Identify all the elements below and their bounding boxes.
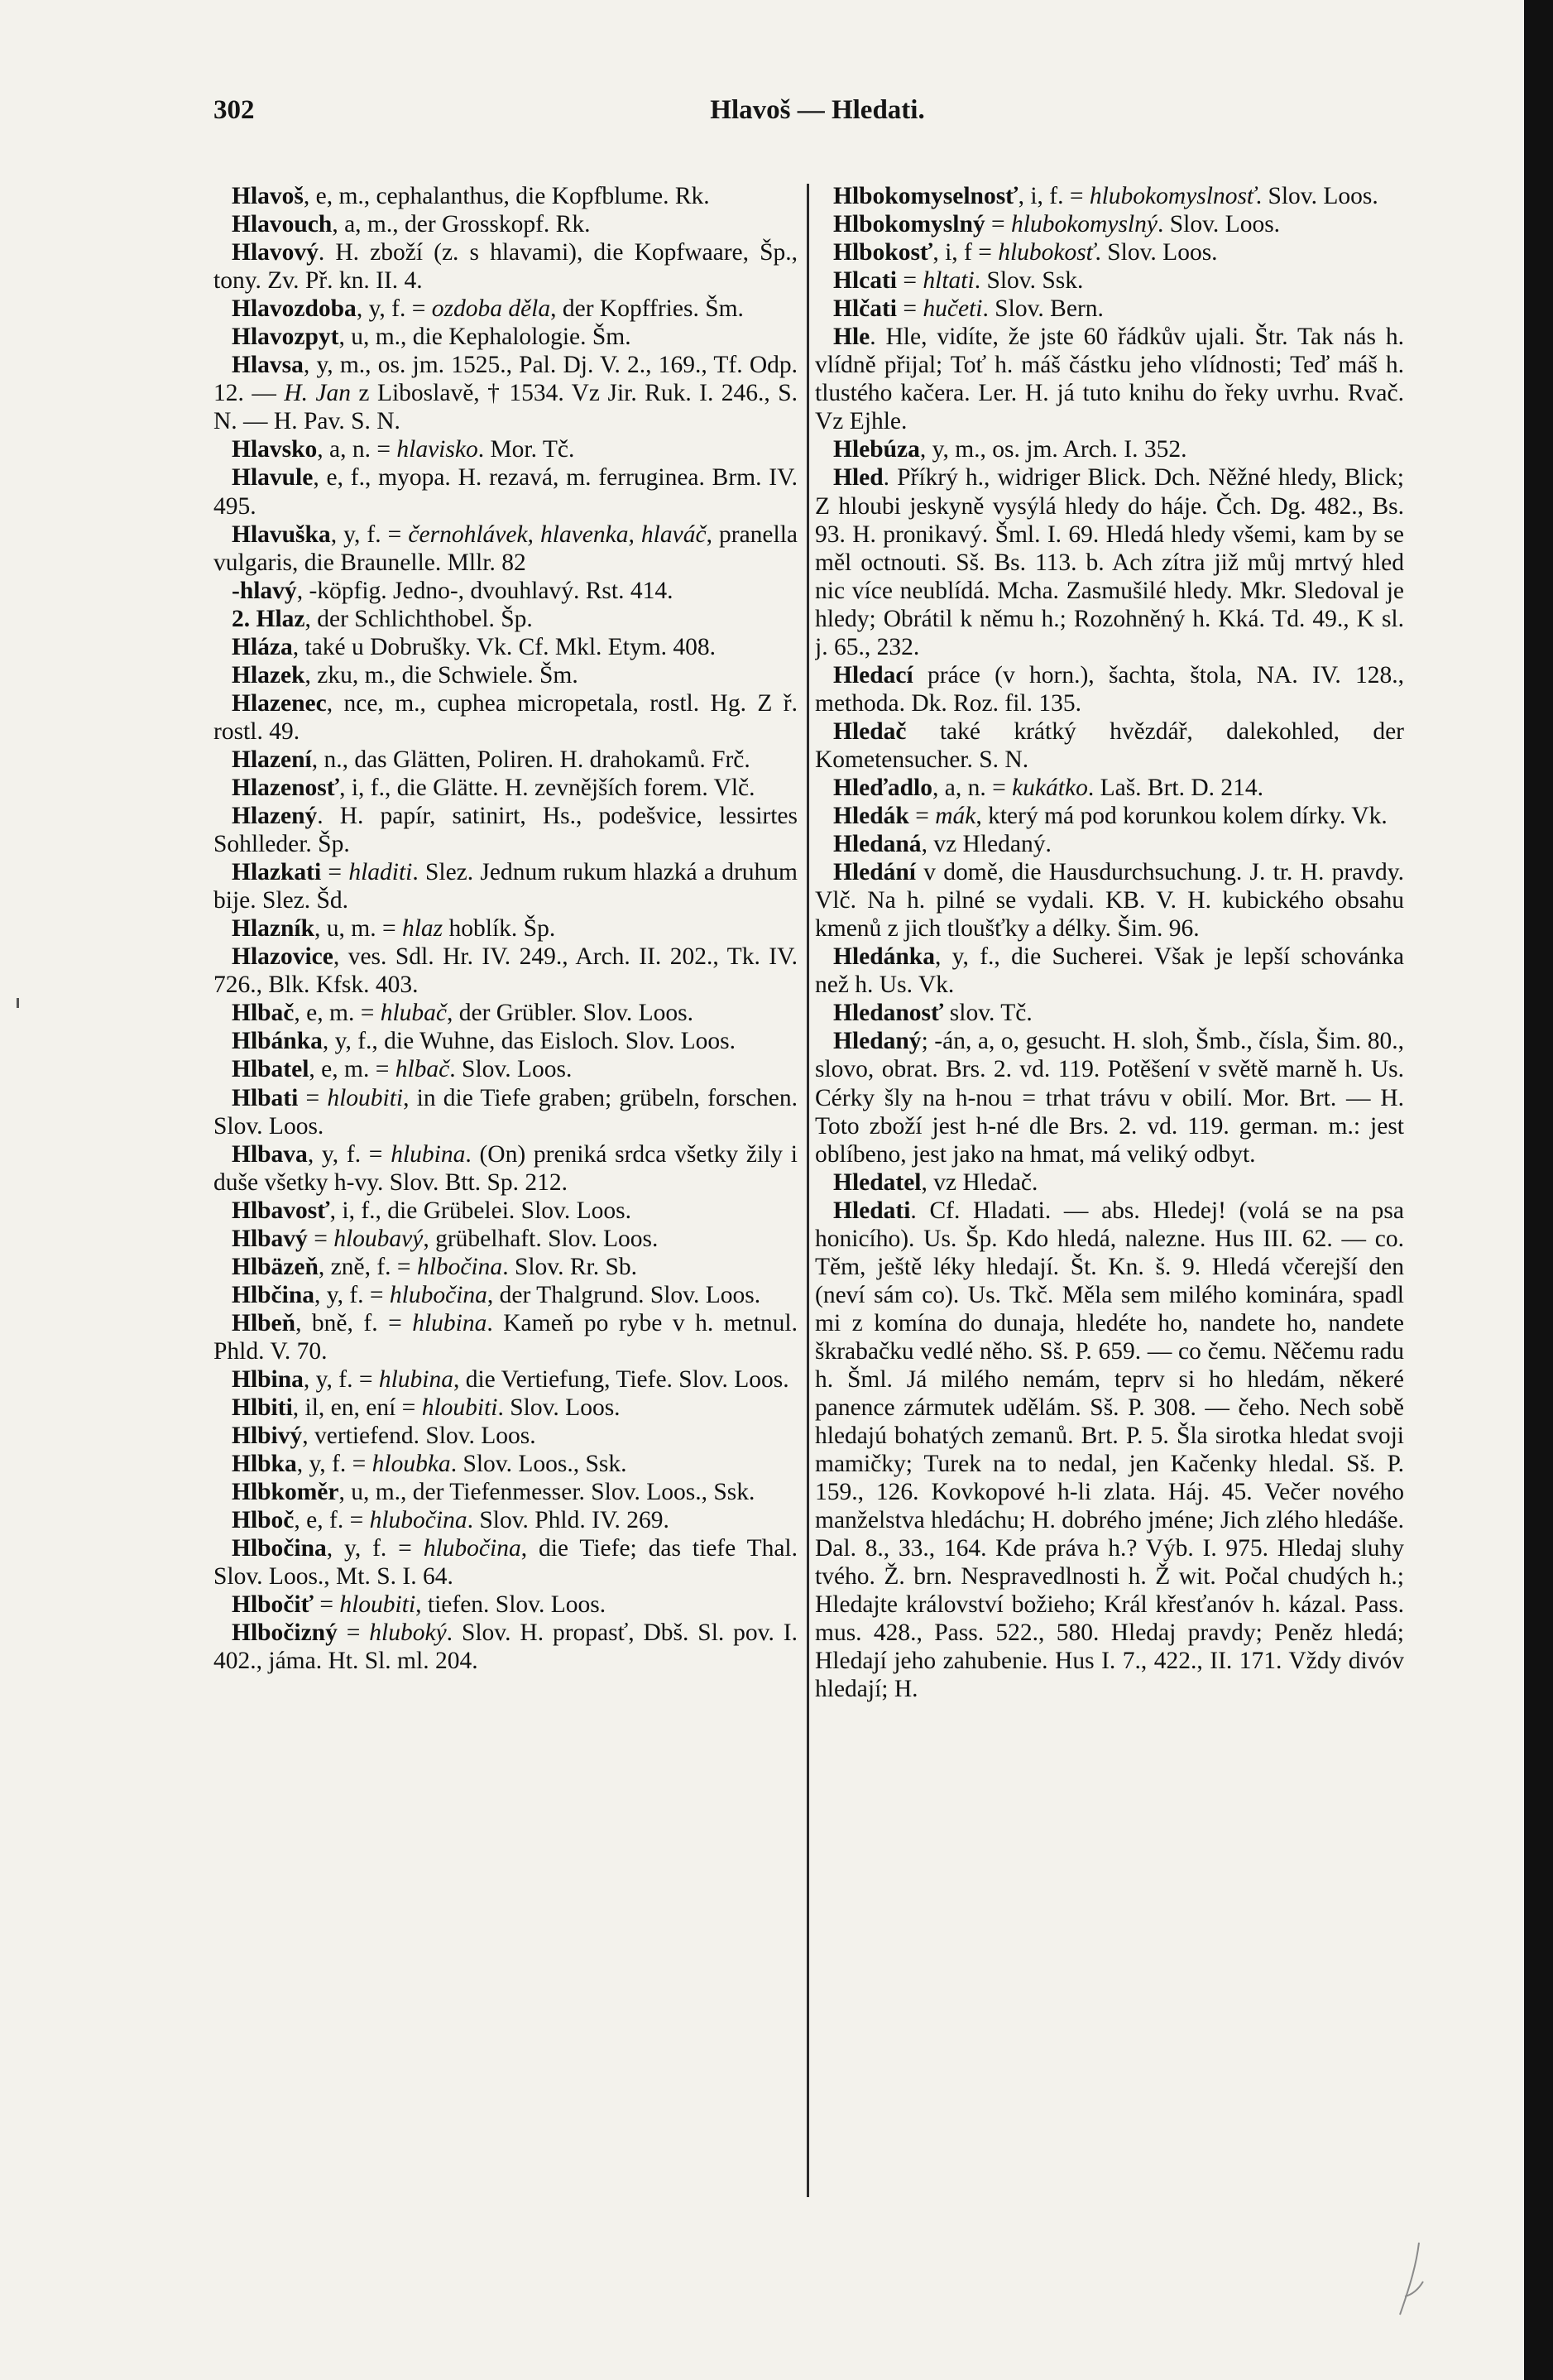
dictionary-entry: [213, 914, 798, 943]
entry-text: =: [337, 1619, 370, 1647]
entry-text: , a, n. =: [932, 774, 1013, 801]
entry-text: . Slov. Rr. Sb.: [502, 1253, 638, 1280]
scan-edge: [1524, 0, 1553, 2380]
headword: Hlbka: [232, 1451, 297, 1478]
headword: Hlbočina: [232, 1535, 327, 1562]
page-number: 302: [213, 95, 255, 125]
entry-text: , i, f =: [932, 239, 999, 266]
column-divider: [807, 184, 809, 2197]
entry-text: , u, m., die Kephalologie. Šm.: [338, 324, 631, 351]
entry-text: , y, f. =: [356, 295, 432, 323]
dictionary-entry: [213, 802, 798, 858]
headword: Hledací: [833, 661, 913, 689]
headword: Hlbokomyslný: [833, 211, 985, 238]
dictionary-entry: [213, 1534, 798, 1591]
entry-text: . Mor. Tč.: [477, 436, 575, 463]
entry-text: , u, m., der Tiefenmesser. Slov. Loos., Ssk.: [338, 1479, 755, 1506]
entry-text: , in die Tiefe graben; grübeln, forschen. Slov. Loos.: [213, 1084, 798, 1140]
italic-term: hlaz: [401, 915, 443, 943]
entry-text: . Slov. Ssk.: [974, 267, 1084, 295]
headword: Hlbina: [232, 1365, 304, 1393]
entry-text: , vertiefend. Slov. Loos.: [302, 1423, 536, 1450]
dictionary-entry: [213, 521, 798, 577]
dictionary-entry: [213, 435, 798, 463]
entry-text: . Slov. Loos., Ssk.: [450, 1451, 627, 1478]
entry-text: . Příkrý h., widriger Blick. Dch. Něžné hledy, Blick; Z hloubi jeskyně vysýlá hledy do háje. Čch. Dg. 482., Bs. 93. H. pronikavý. Šml. I. 69. Hledá hledy všemi, kam by se měl octnouti. Sš. Bs. 113. b. Ach zítra již můj mrtvý hled nic více neublídá. Mcha. Zasmušilé hledy. Mkr. Sledoval je hledy; Obrátil k němu h.; Rozohněný h. Kká. Td. 49., K sl. j. 65., 232.: [815, 464, 1404, 660]
entry-text: také krátký hvězdář, dalekohled, der Kometensucher. S. N.: [815, 717, 1404, 773]
dictionary-entry: [213, 746, 798, 774]
entry-text: , grübelhaft. Slov. Loos.: [423, 1225, 659, 1252]
entry-text: , u, m. =: [314, 915, 402, 943]
entry-text: , e, m., cephalanthus, die Kopfblume. Rk.: [303, 183, 710, 209]
italic-term: hltati: [923, 267, 975, 295]
headword: Hlavouch: [232, 211, 333, 238]
headword: Hledatel: [833, 1168, 922, 1196]
headword: Hlbokosť: [833, 239, 933, 266]
entry-text: , i, f., die Glätte. H. zevnějších forem. Vlč.: [339, 774, 755, 801]
italic-term: hlubočina: [423, 1535, 521, 1562]
entry-text: =: [897, 267, 923, 295]
dictionary-entry: [815, 802, 1404, 830]
entry-text: , il, en, ení =: [292, 1394, 422, 1422]
entry-text: . (On) preniká srdca všetky žily i duše všetky h-vy. Slov. Btt. Sp. 212.: [213, 1140, 798, 1196]
dictionary-entry: [815, 661, 1404, 717]
italic-term: hlbač: [395, 1056, 450, 1083]
dictionary-entry: [815, 323, 1404, 435]
headword: Hlbeň: [232, 1309, 296, 1336]
headword: Hlbač: [232, 1000, 295, 1027]
headword: Hlbava: [232, 1140, 308, 1168]
headword: Hledánka: [833, 943, 935, 971]
dictionary-entry: [213, 1140, 798, 1197]
italic-term: hlubokosť: [998, 239, 1095, 266]
dictionary-entry: [213, 1365, 798, 1394]
italic-term: hlubokomyslný: [1011, 211, 1158, 238]
dictionary-entry: [213, 1197, 798, 1225]
entry-text: =: [985, 211, 1012, 238]
headword: Hlazenosť: [232, 774, 340, 801]
dictionary-entry: [213, 577, 798, 605]
italic-term: mák: [935, 803, 976, 830]
pencil-mark: [1382, 2238, 1440, 2321]
entry-text: . Slov. Loos.: [1157, 211, 1281, 238]
entry-text: , der Thalgrund. Slov. Loos.: [487, 1281, 761, 1308]
italic-term: ozdoba děla: [431, 295, 551, 323]
dictionary-entry: [213, 999, 798, 1027]
entry-text: , e, m. =: [294, 1000, 381, 1027]
dictionary-entry: [213, 774, 798, 802]
entry-text: =: [313, 1591, 340, 1619]
italic-term: hlubina: [391, 1140, 466, 1168]
italic-term: hluboký: [369, 1619, 447, 1647]
headword: Hlavoš: [232, 183, 304, 209]
entry-text: , e, f. =: [294, 1507, 370, 1534]
headword: Hlbati: [232, 1084, 299, 1111]
entry-text: . Slov. Phld. IV. 269.: [467, 1507, 669, 1534]
dictionary-entry: [213, 1084, 798, 1140]
dictionary-entry: [815, 463, 1404, 660]
dictionary-entry: [213, 1055, 798, 1083]
entry-text: , bně, f. =: [295, 1309, 413, 1336]
italic-term: hloubka: [371, 1451, 451, 1478]
dictionary-entry: [213, 1027, 798, 1055]
entry-text: . Slov. Bern.: [982, 295, 1104, 323]
dictionary-entry: [815, 1027, 1404, 1168]
entry-text: , i, f., die Grübelei. Slov. Loos.: [329, 1197, 631, 1224]
dictionary-entry: [213, 1225, 798, 1253]
entry-text: , a, n. =: [317, 436, 397, 463]
dictionary-entry: [213, 689, 798, 746]
entry-text: , y, f. =: [330, 521, 409, 548]
entry-text: , a, m., der Grosskopf. Rk.: [332, 211, 591, 238]
headword: Hleďadlo: [833, 774, 932, 801]
headword: Hledač: [833, 717, 907, 745]
entry-text: z Liboslavě, † 1534. Vz Jir. Ruk. I. 246., S. N. — H. Pav. S. N.: [213, 380, 798, 435]
dictionary-entry: [815, 295, 1404, 323]
headword: Hle: [833, 324, 870, 351]
headword: Hledaný: [833, 1028, 922, 1055]
headword: Hlavozpyt: [232, 324, 339, 351]
entry-text: , zku, m., die Schwiele. Šm.: [304, 661, 578, 689]
dictionary-entry: [815, 858, 1404, 943]
entry-text: . Slov. Loos.: [497, 1394, 621, 1422]
dictionary-entry: [815, 1168, 1404, 1197]
headword: -hlavý: [232, 577, 297, 604]
headword: Hlazenec: [232, 689, 327, 717]
headword: Hlazkati: [232, 859, 322, 886]
dictionary-entry: [213, 1281, 798, 1309]
entry-text: ; -án, a, o, gesucht. H. sloh, Šmb., čísla, Šim. 80., slovo, obrat. Brs. 2. vd. 119. Potěšení v světě marně h. Us. Cérky šly na h-nou = trhat trávu v obilí. Mor. Brt. — H. Toto zboží jest h-né dle Brs. 2. vd. 119. german. m.: jest oblíbeno, jest jako na hmat, má veliký odbyt.: [815, 1028, 1404, 1168]
dictionary-entry: [213, 463, 798, 520]
entry-text: =: [908, 803, 936, 830]
italic-term: hlavisko: [396, 436, 478, 463]
entry-text: , také u Dobrušky. Vk. Cf. Mkl. Etym. 408.: [292, 633, 717, 660]
entry-text: , y, f. =: [314, 1281, 390, 1308]
entry-text: . H. papír, satinirt, Hs., podešvice, lessirtes Sohlleder. Šp.: [213, 803, 798, 858]
dictionary-entry: [213, 1394, 798, 1422]
entry-text: , e, f., myopa. H. rezavá, m. ferruginea. Brm. IV. 495.: [213, 464, 798, 520]
entry-text: , der Schlichthobel. Šp.: [304, 605, 533, 632]
headword: Hlazek: [232, 661, 305, 689]
headword: Hledání: [833, 859, 916, 886]
margin-speck: [15, 997, 22, 1009]
headword: Hledaná: [833, 831, 922, 858]
dictionary-entry: [815, 999, 1404, 1027]
headword: Hláza: [232, 633, 293, 660]
entry-text: . Slez. Jednum rukum hlazká a druhum bije. Slez. Šd.: [213, 859, 798, 914]
dictionary-entry: [213, 295, 798, 323]
dictionary-entry: [815, 717, 1404, 774]
italic-term: hloubavý: [333, 1225, 424, 1252]
headword: 2. Hlaz: [232, 605, 305, 632]
entry-text: , n., das Glätten, Poliren. H. drahokamů. Frč.: [311, 746, 750, 773]
headword: Hlazení: [232, 746, 312, 773]
entry-text: , y, m., os. jm. Arch. I. 352.: [919, 436, 1187, 463]
headword: Hlavule: [232, 464, 314, 492]
dictionary-entry: [815, 1197, 1404, 1704]
italic-term: hlubač: [380, 1000, 448, 1027]
entry-text: , nce, m., cuphea micropetala, rostl. Hg. Z ř. rostl. 49.: [213, 689, 798, 745]
dictionary-entry: [815, 435, 1404, 463]
entry-text: , die Vertiefung, Tiefe. Slov. Loos.: [453, 1365, 789, 1393]
entry-text: , y, f. =: [303, 1365, 379, 1393]
entry-text: práce (v horn.), šachta, štola, NA. IV. 128., methoda. Dk. Roz. fil. 135.: [815, 661, 1404, 717]
entry-text: , y, f., die Sucherei. Však je lepší schovánka než h. Us. Vk.: [815, 943, 1404, 999]
italic-term: hloubiti: [339, 1591, 416, 1619]
dictionary-entry: [815, 182, 1404, 210]
entry-text: , y, f. =: [326, 1535, 424, 1562]
headword: Hled: [833, 464, 884, 492]
italic-term: hlubina: [412, 1309, 487, 1336]
entry-text: , der Kopffries. Šm.: [550, 295, 744, 323]
headword: Hledati: [833, 1197, 911, 1224]
entry-text: . Slov. Loos.: [449, 1056, 573, 1083]
headword: Hlbčina: [232, 1281, 314, 1308]
entry-text: . Slov. Loos.: [1095, 239, 1218, 266]
headword: Hlavsko: [232, 436, 318, 463]
headword: Hledák: [833, 803, 909, 830]
entry-text: , y, f. =: [296, 1451, 372, 1478]
italic-term: černohlávek, hlavenka, hlaváč: [408, 521, 707, 548]
entry-text: . H. zboží (z. s hlavami), die Kopfwaare, Šp., tony. Zv. Př. kn. II. 4.: [213, 239, 798, 295]
headword: Hlazník: [232, 915, 314, 943]
entry-text: hoblík. Šp.: [443, 915, 556, 943]
right-column: [815, 182, 1404, 2193]
dictionary-entry: [213, 238, 798, 295]
italic-term: H. Jan: [284, 380, 351, 407]
entry-text: , die Tiefe; das tiefe Thal. Slov. Loos., Mt. S. I. 64.: [213, 1535, 798, 1591]
entry-text: . Kameň po rybe v h. metnul. Phld. V. 70.: [213, 1309, 798, 1365]
dictionary-entry: [213, 1309, 798, 1365]
headword: Hlbočizný: [232, 1619, 338, 1647]
dictionary-entry: [213, 1506, 798, 1534]
dictionary-entry: [213, 943, 798, 999]
italic-term: hloubiti: [327, 1084, 404, 1111]
italic-term: hlubokomyslnosť: [1089, 183, 1256, 209]
headword: Hlbatel: [232, 1056, 309, 1083]
page-header: [213, 95, 1421, 137]
dictionary-entry: [815, 210, 1404, 238]
italic-term: hloubiti: [421, 1394, 498, 1422]
entry-text: , který má pod korunkou kolem dírky. Vk.: [975, 803, 1388, 830]
headword: Hlazovice: [232, 943, 333, 971]
dictionary-entry: [815, 238, 1404, 266]
entry-text: =: [897, 295, 923, 323]
entry-text: , tiefen. Slov. Loos.: [415, 1591, 606, 1619]
dictionary-entry: [213, 1450, 798, 1478]
running-title: Hlavoš — Hledati.: [710, 95, 925, 125]
dictionary-entry: [213, 182, 798, 210]
headword: Hledanosť: [833, 1000, 944, 1027]
headword: Hlavuška: [232, 521, 331, 548]
dictionary-entry: [213, 1591, 798, 1619]
dictionary-entry: [213, 1619, 798, 1675]
dictionary-entry: [815, 943, 1404, 999]
dictionary-entry: [815, 266, 1404, 295]
entry-text: , der Grübler. Slov. Loos.: [447, 1000, 693, 1027]
headword: Hlbavosť: [232, 1197, 330, 1224]
dictionary-entry: [815, 774, 1404, 802]
entry-text: . Slov. H. propasť, Dbš. Sl. pov. I. 402., jáma. Ht. Sl. ml. 204.: [213, 1619, 798, 1675]
entry-text: . Laš. Brt. D. 214.: [1087, 774, 1264, 801]
entry-text: , pranella vulgaris, die Braunelle. Mllr. 82: [213, 521, 798, 576]
dictionary-entry: [213, 858, 798, 914]
dictionary-entry: [213, 1422, 798, 1450]
left-column: [213, 182, 798, 2193]
entry-text: , y, m., os. jm. 1525., Pal. Dj. V. 2., 169., Tf. Odp. 12. —: [213, 352, 798, 407]
headword: Hlavsa: [232, 352, 304, 379]
entry-text: . Hle, vidíte, že jste 60 řádkův ujali. Štr. Tak nás h. vlídně přijal; Toť h. máš částku jeho vlídnosti; Teď máš h. tlustého kačera. Ler. H. já tuto knihu do řeky uvrhu. Rvač. Vz Ejhle.: [815, 324, 1404, 435]
dictionary-entry: [213, 605, 798, 633]
entry-text: =: [321, 859, 349, 886]
headword: Hlčati: [833, 295, 898, 323]
dictionary-entry: [213, 633, 798, 661]
headword: Hlcati: [833, 267, 898, 295]
italic-term: hlubočina: [369, 1507, 467, 1534]
headword: Hlbánka: [232, 1028, 323, 1055]
italic-term: hučeti: [923, 295, 983, 323]
dictionary-entry: [815, 830, 1404, 858]
entry-text: =: [298, 1084, 328, 1111]
entry-text: , ves. Sdl. Hr. IV. 249., Arch. II. 202., Tk. IV. 726., Blk. Kfsk. 403.: [213, 943, 798, 999]
italic-term: hlubina: [378, 1365, 453, 1393]
headword: Hlboč: [232, 1507, 295, 1534]
entry-text: , y, f., die Wuhne, das Eisloch. Slov. Loos.: [322, 1028, 736, 1055]
italic-term: hladiti: [348, 859, 413, 886]
dictionary-entry: [213, 351, 798, 435]
entry-text: , y, f. =: [307, 1140, 391, 1168]
headword: Hlbäzeň: [232, 1253, 319, 1280]
headword: Hlavový: [232, 239, 319, 266]
headword: Hlbkoměr: [232, 1479, 339, 1506]
dictionary-entry: [213, 1253, 798, 1281]
entry-text: . Cf. Hladati. — abs. Hledej! (volá se na psa honicího). Us. Šp. Kdo hledá, nalezne. Hus III. 62. — co. Těm, ještě léky hledají. Št. Kn. š. 9. Hledá včerejší den (neví sám co). Us. Tkč. Měla sem milého kominára, spadl mi z komína do dunaja, hledéte ho, nandete ho, nandete škrabačku vedlé něho. Sš. P. 659. — co čemu. Něčemu radu h. Šml. Já milého nemám, teprv si ho hledám, někeré panence zármutek udělám. Sš. P. 308. — čeho. Nech sobě hledajú bohatých zemanů. Brt. P. 5. Šla sirotka hledat svoji mamičky; Turek na to nedal, jen Kačenky hledal. Sš. P. 159., 126. Kovkopové h-li zlata. Háj. 45. Večer nového manželstva hledáchu; H. dobrého jméne; Jich zlého hledáše. Dal. 8., 33., 164. Kde práva h.? Výb. I. 975. Hledaj sluhy tvého. Ž. brn. Nespravedlnosti h. Ž wit. Počal chudých h.; Hledajte království božieho; Král křesťanóv h. kázal. Pass. mus. 428., Pass. 522., 580. Hledaj pravdy; Peněz hledá; Hledají jeho zahubenie. Hus I. 7., 422., II. 171. Vždy divóv hledají; H.: [815, 1197, 1404, 1703]
entry-text: , vz Hledaný.: [921, 831, 1052, 858]
italic-term: kukátko: [1012, 774, 1088, 801]
headword: Hlbočiť: [232, 1591, 314, 1619]
entry-text: , e, m. =: [309, 1056, 395, 1083]
headword: Hlbivý: [232, 1423, 303, 1450]
entry-text: v domě, die Hausdurchsuchung. J. tr. H. pravdy. Vlč. Na h. pilné se vydali. KB. V. H. kubického obsahu kmenů z jich tloušťky a délky. Šim. 96.: [815, 859, 1404, 943]
entry-text: , vz Hledač.: [921, 1168, 1038, 1196]
entry-text: , -köpfig. Jedno-, dvouhlavý. Rst. 414.: [296, 577, 673, 604]
dictionary-entry: [213, 210, 798, 238]
dictionary-entry: [213, 661, 798, 689]
entry-text: =: [307, 1225, 334, 1252]
headword: Hlebúza: [833, 436, 920, 463]
entry-text: slov. Tč.: [943, 1000, 1033, 1027]
headword: Hlazený: [232, 803, 318, 830]
italic-term: hlbočina: [416, 1253, 503, 1280]
entry-text: , i, f. =: [1018, 183, 1090, 209]
italic-term: hlubočina: [389, 1281, 487, 1308]
dictionary-entry: [213, 323, 798, 351]
entry-text: , zně, f. =: [318, 1253, 417, 1280]
dictionary-entry: [213, 1478, 798, 1506]
headword: Hlbiti: [232, 1394, 293, 1422]
entry-text: . Slov. Loos.: [1255, 183, 1378, 209]
headword: Hlbokomyselnosť: [833, 183, 1019, 209]
headword: Hlavozdoba: [232, 295, 357, 323]
headword: Hlbavý: [232, 1225, 308, 1252]
